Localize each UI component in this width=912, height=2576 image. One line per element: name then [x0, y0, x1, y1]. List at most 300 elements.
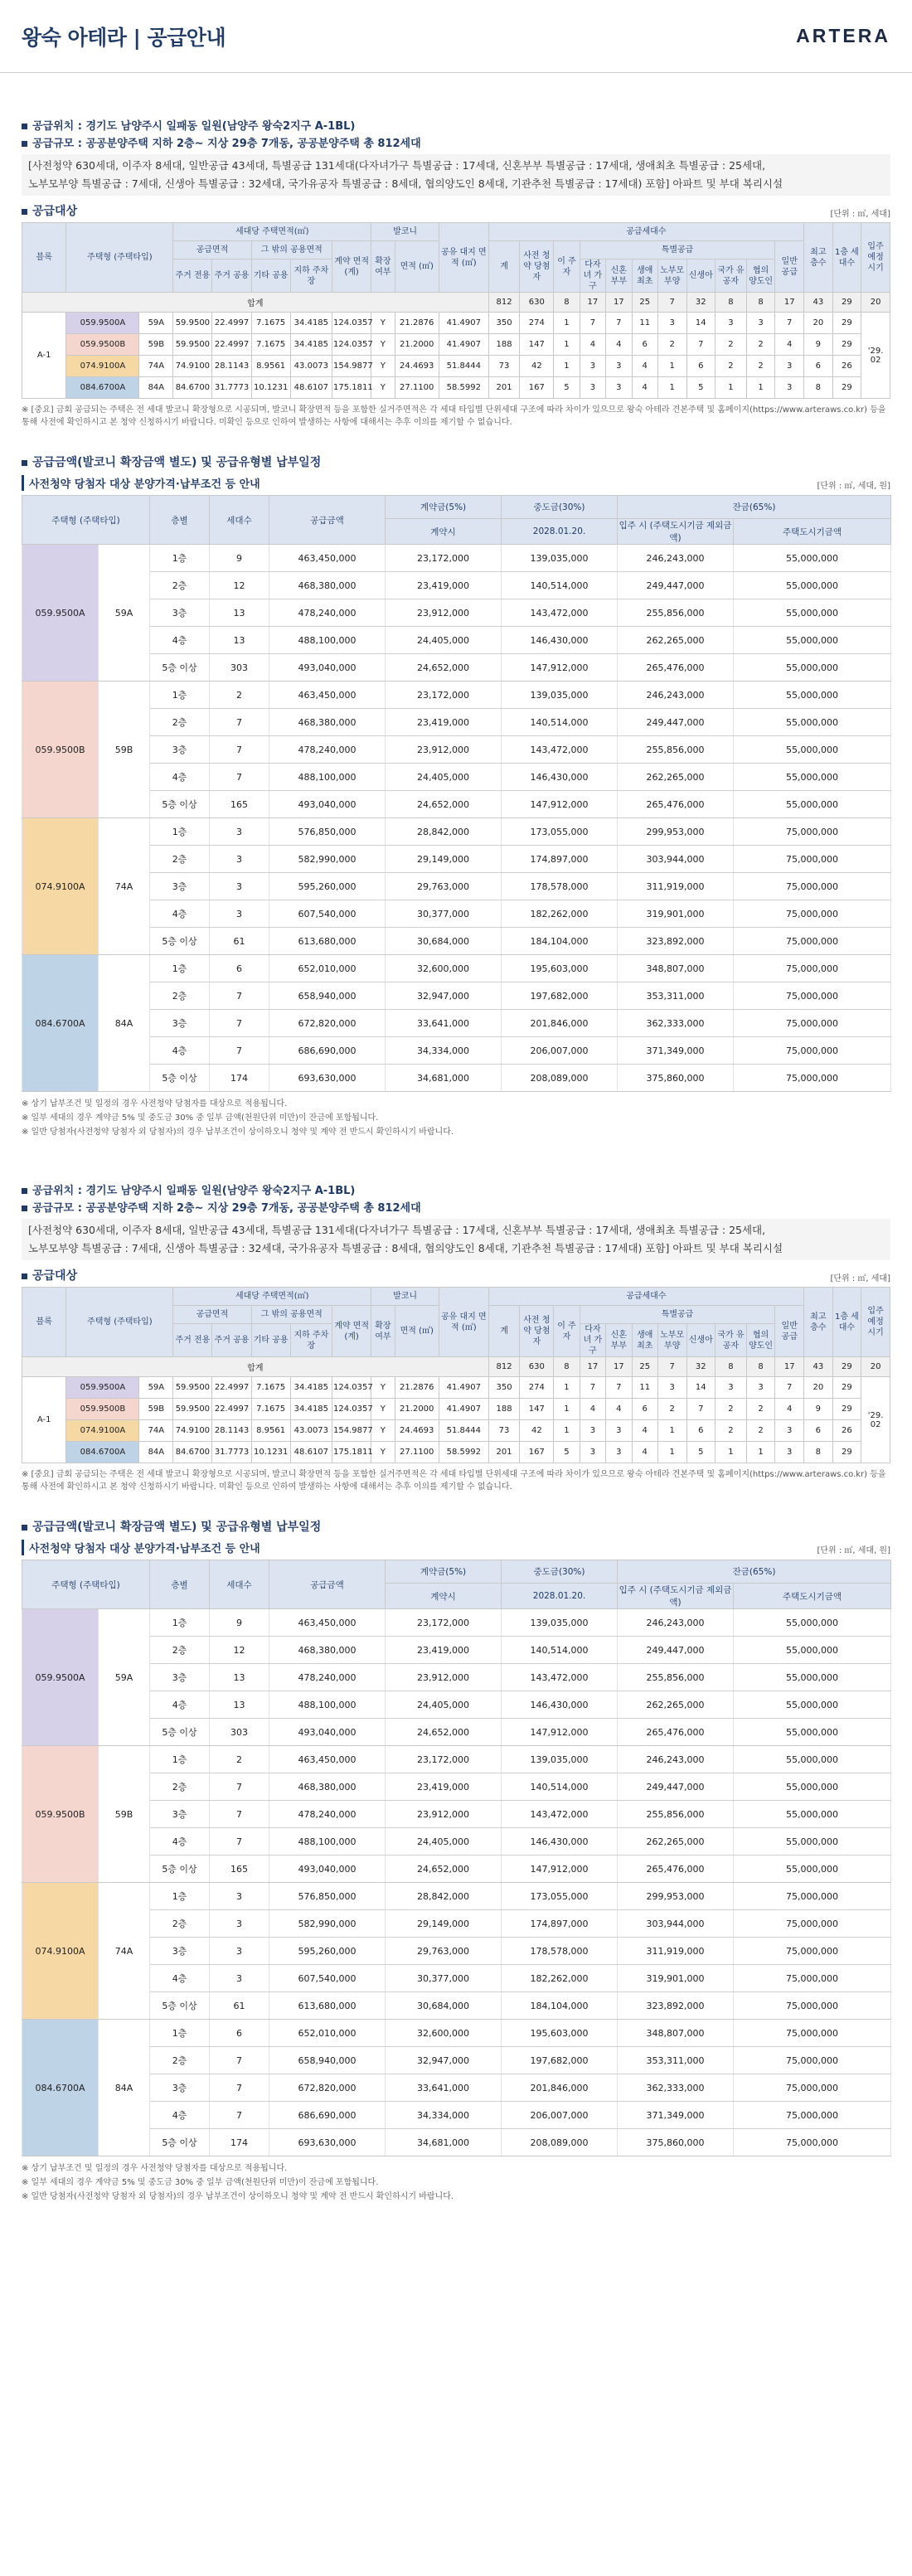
table-cell: 48.6107 [290, 1442, 332, 1463]
table-row [22, 1037, 891, 1065]
table-cell: 75,000,000 [734, 2102, 891, 2129]
table-cell: 55,000,000 [734, 736, 891, 764]
table-cell: 146,430,000 [502, 1691, 618, 1719]
bullet-icon [22, 460, 27, 466]
table-header-cell: 노부모 부양 [657, 260, 686, 293]
table-cell: 6 [210, 955, 269, 982]
table-cell: 2 [716, 1420, 747, 1442]
table-cell: Y [371, 377, 395, 399]
table-cell: 299,953,000 [618, 1883, 734, 1910]
table-cell: 8.9561 [251, 1420, 290, 1442]
table-cell: 146,430,000 [502, 627, 618, 654]
table-cell: 201 [488, 377, 520, 399]
table-cell: 265,476,000 [618, 1719, 734, 1746]
table-row [22, 572, 891, 599]
table-cell: 3 [580, 356, 605, 377]
table-cell: 1층 [150, 818, 210, 846]
table-cell: 29 [832, 293, 861, 313]
table-cell: 147,912,000 [502, 1856, 618, 1883]
table-cell: 262,265,000 [618, 1828, 734, 1856]
table-cell: 140,514,000 [502, 709, 618, 736]
table-cell: 582,990,000 [269, 846, 386, 873]
table-cell: 30,684,000 [386, 1992, 502, 2020]
table-header-cell: 국가 유공자 [716, 260, 747, 293]
table-header-cell: 면적 (㎡) [395, 241, 439, 293]
table-row [22, 736, 891, 764]
table-cell: 693,630,000 [269, 1065, 386, 1092]
supply-scale: 공급규모 : 공공분양주택 지하 2층~ 지상 29층 7개동, 공공분양주택 총 812세대 [22, 1200, 890, 1217]
table-cell: 143,472,000 [502, 736, 618, 764]
table-cell: 29,149,000 [386, 846, 502, 873]
table-cell: 3층 [150, 1664, 210, 1691]
table-cell: 2층 [150, 572, 210, 599]
table-cell: 43 [804, 1357, 833, 1377]
table-cell: 1층 [150, 545, 210, 572]
table-cell: 246,243,000 [618, 1746, 734, 1773]
table-cell: 3 [210, 846, 269, 873]
table-cell: 34.4185 [290, 313, 332, 334]
table-cell: 059.9500B [22, 1746, 99, 1883]
table-header-cell: 입주 시 (주택도시기금 제외금액) [618, 519, 734, 545]
table-cell: 262,265,000 [618, 627, 734, 654]
table-cell: 75,000,000 [734, 955, 891, 982]
table-cell: 582,990,000 [269, 1910, 386, 1938]
table-cell: 2층 [150, 2047, 210, 2074]
table-cell: 478,240,000 [269, 599, 386, 627]
table-header-cell: 확장 여부 [371, 1306, 395, 1357]
table-header-cell: 중도금(30%) [502, 1560, 618, 1584]
table-cell: 188 [488, 1399, 520, 1420]
supply-section [0, 1182, 912, 2204]
table-cell: 147 [520, 1399, 554, 1420]
table-cell: 합계 [22, 293, 489, 313]
table-header-cell: 계 [488, 241, 520, 293]
price-title: 공급금액(발코니 확장금액 별도) 및 공급유형별 납부일정 [22, 1518, 890, 1535]
table-cell: 21.2876 [395, 313, 439, 334]
supply-target-table [22, 222, 890, 399]
table-row [22, 1377, 890, 1399]
table-cell: 265,476,000 [618, 1856, 734, 1883]
table-cell: 2 [657, 1399, 686, 1420]
table-cell: 29 [832, 377, 861, 399]
table-cell: 8 [804, 1442, 833, 1463]
table-cell: 1층 [150, 2020, 210, 2047]
table-cell: 262,265,000 [618, 764, 734, 791]
table-cell: 303,944,000 [618, 846, 734, 873]
table-row [22, 846, 891, 873]
table-cell: 29,763,000 [386, 1938, 502, 1965]
table-cell: 2 [746, 334, 775, 356]
table-cell: 208,089,000 [502, 2129, 618, 2156]
table-cell: 59.9500 [173, 1399, 212, 1420]
table-cell: 2층 [150, 1637, 210, 1664]
table-header-cell: 주택형 (주택타입) [66, 1288, 173, 1357]
table-cell: 28,842,000 [386, 818, 502, 846]
table-cell: 2 [210, 1746, 269, 1773]
table-header-cell: 입주 시 (주택도시기금 제외금액) [618, 1584, 734, 1609]
table-cell: 20 [804, 313, 833, 334]
price-subtitle: 사전청약 당첨자 대상 분양가격·납부조건 등 안내 [22, 475, 260, 491]
table-cell: 139,035,000 [502, 545, 618, 572]
table-cell: 4 [580, 1399, 605, 1420]
table-cell: 1 [554, 313, 580, 334]
table-cell: 147 [520, 334, 554, 356]
table-cell: 7 [210, 709, 269, 736]
table-cell: 143,472,000 [502, 1801, 618, 1828]
table-header-cell: 공급금액 [269, 1560, 386, 1609]
target-unit: [단위 : ㎡, 세대] [830, 1274, 890, 1283]
table-cell: 74A [139, 1420, 173, 1442]
table-cell: 8.9561 [251, 356, 290, 377]
table-row [22, 1801, 891, 1828]
table-cell: 32,947,000 [386, 2047, 502, 2074]
table-cell: 2 [210, 682, 269, 709]
table-header-cell: 특별공급 [580, 241, 775, 260]
table-header-cell: 공유 대지 면적 (㎡) [439, 1288, 488, 1357]
table-cell: 7 [686, 1399, 716, 1420]
table-cell: 299,953,000 [618, 818, 734, 846]
table-cell: 29 [832, 1399, 861, 1420]
table-cell: 43 [804, 293, 833, 313]
table-cell: 55,000,000 [734, 654, 891, 682]
table-cell: 124.0357 [332, 1377, 371, 1399]
table-header-cell: 계약 면적 (계) [332, 1306, 371, 1357]
table-cell: 4 [775, 1399, 804, 1420]
table-cell: 201 [488, 1442, 520, 1463]
table-cell: 154.9877 [332, 356, 371, 377]
table-cell: 311,919,000 [618, 873, 734, 900]
table-cell: 13 [210, 627, 269, 654]
table-cell: 658,940,000 [269, 2047, 386, 2074]
table-header-cell: 주택형 (주택타입) [66, 223, 173, 293]
table-cell: 75,000,000 [734, 982, 891, 1010]
table-cell: 174 [210, 2129, 269, 2156]
table-header-cell: 계약금(5%) [386, 1560, 502, 1584]
table-cell: 20 [861, 293, 890, 313]
table-cell: 3층 [150, 1938, 210, 1965]
table-cell: A-1 [22, 313, 66, 399]
table-cell: 23,912,000 [386, 1664, 502, 1691]
table-cell: 23,419,000 [386, 572, 502, 599]
table-cell: 274 [520, 313, 554, 334]
table-cell: 75,000,000 [734, 1938, 891, 1965]
table-header-cell: 블록 [22, 1288, 66, 1357]
table-cell: 25 [632, 1357, 657, 1377]
table-cell: 2 [657, 334, 686, 356]
price-table [22, 1560, 891, 2156]
price-table [22, 495, 891, 1092]
supply-location: 공급위치 : 경기도 남양주시 일패동 일원(남양주 왕숙2지구 A-1BL) [22, 1182, 890, 1200]
table-cell: 7 [657, 1357, 686, 1377]
table-cell: 26 [832, 1420, 861, 1442]
table-cell: 3 [210, 1965, 269, 1992]
table-cell: 75,000,000 [734, 873, 891, 900]
table-header-cell: 발코니 [371, 1288, 439, 1306]
table-cell: 4 [632, 1442, 657, 1463]
table-cell: 28.1143 [212, 356, 251, 377]
table-cell: 3 [606, 1420, 632, 1442]
table-cell: 13 [210, 1691, 269, 1719]
table-cell: 41.4907 [439, 313, 488, 334]
table-cell: 29 [832, 313, 861, 334]
table-cell: 32 [686, 1357, 716, 1377]
table-cell: 23,172,000 [386, 682, 502, 709]
table-cell: 463,450,000 [269, 1746, 386, 1773]
table-cell: 59A [99, 1609, 150, 1746]
table-cell: 7 [775, 1377, 804, 1399]
table-cell: 686,690,000 [269, 1037, 386, 1065]
table-cell: 140,514,000 [502, 572, 618, 599]
table-cell: 24,405,000 [386, 764, 502, 791]
table-header-cell: 세대당 주택면적(㎡) [173, 223, 371, 241]
table-cell: 32 [686, 293, 716, 313]
table-cell: 4 [606, 334, 632, 356]
table-cell: 323,892,000 [618, 928, 734, 955]
table-cell: 2 [746, 1420, 775, 1442]
table-cell: 7 [686, 334, 716, 356]
table-cell: 74A [99, 1883, 150, 2020]
table-row [22, 1609, 891, 1637]
table-row [22, 2020, 891, 2047]
table-cell: 7 [210, 2074, 269, 2102]
table-cell: 14 [686, 1377, 716, 1399]
table-row [22, 545, 891, 572]
bullet-icon [22, 141, 27, 147]
table-cell: 812 [488, 293, 520, 313]
table-cell: 34,681,000 [386, 1065, 502, 1092]
table-cell: 75,000,000 [734, 900, 891, 928]
table-cell: 812 [488, 1357, 520, 1377]
price-notes: ※ 상기 납부조건 및 일정의 경우 사전청약 당첨자를 대상으로 적용됩니다. ※ 일부 세대의 경우 계약금 5% 및 중도금 30% 중 일부 금액(천원단위 미만)이 잔금에 포함됩니다. ※ 일반 당첨자(사전청약 당첨자 외 당첨자)의 경우 납부조건이 상이하오니 청약 및 계약 전 반드시 확인하시기 바랍니다. [22, 2164, 454, 2201]
table-cell: 613,680,000 [269, 928, 386, 955]
table-header-cell: 1층 세대수 [832, 223, 861, 293]
table-row [22, 818, 891, 846]
table-cell: 29,149,000 [386, 1910, 502, 1938]
table-cell: 5층 이상 [150, 1719, 210, 1746]
table-cell: 1 [657, 1442, 686, 1463]
table-cell: 34.4185 [290, 1399, 332, 1420]
table-header-cell: 주거 전용 [173, 260, 212, 293]
table-cell: 350 [488, 313, 520, 334]
table-cell: 55,000,000 [734, 1828, 891, 1856]
table-header-cell: 일반 공급 [775, 1306, 804, 1357]
table-row [22, 654, 891, 682]
table-cell: 30,377,000 [386, 900, 502, 928]
table-cell: 27.1100 [395, 1442, 439, 1463]
bullet-icon [22, 1206, 27, 1211]
table-cell: 32,600,000 [386, 955, 502, 982]
table-cell: 074.9100A [22, 818, 99, 955]
table-cell: 29,763,000 [386, 873, 502, 900]
table-cell: 8 [716, 293, 747, 313]
table-cell: 353,311,000 [618, 2047, 734, 2074]
table-cell: 29 [832, 334, 861, 356]
table-cell: 576,850,000 [269, 1883, 386, 1910]
table-cell: 9 [804, 1399, 833, 1420]
table-cell: 303 [210, 654, 269, 682]
table-cell: 61 [210, 928, 269, 955]
table-row [22, 2129, 891, 2156]
table-cell: 17 [775, 1357, 804, 1377]
table-cell: 55,000,000 [734, 627, 891, 654]
table-cell: Y [371, 313, 395, 334]
table-cell: 174,897,000 [502, 1910, 618, 1938]
table-cell: 084.6700A [66, 377, 139, 399]
table-cell: 7 [210, 736, 269, 764]
table-cell: 4 [775, 334, 804, 356]
table-cell: 2 [716, 356, 747, 377]
table-cell: 3 [775, 356, 804, 377]
table-row [22, 1910, 891, 1938]
table-cell: 143,472,000 [502, 1664, 618, 1691]
table-cell: 32,600,000 [386, 2020, 502, 2047]
table-cell: 7 [210, 1828, 269, 1856]
table-header-cell: 기타 공용 [251, 260, 290, 293]
table-row [22, 2074, 891, 2102]
table-cell: 5층 이상 [150, 1992, 210, 2020]
table-row [22, 627, 891, 654]
table-cell: Y [371, 1420, 395, 1442]
table-cell: 42 [520, 1420, 554, 1442]
target-title: 공급대상 [22, 1267, 77, 1283]
table-cell: 48.6107 [290, 377, 332, 399]
table-cell: 658,940,000 [269, 982, 386, 1010]
table-cell: 188 [488, 334, 520, 356]
table-cell: 75,000,000 [734, 1883, 891, 1910]
table-cell: 73 [488, 356, 520, 377]
table-cell: 8 [746, 293, 775, 313]
table-header-cell: 층별 [150, 496, 210, 545]
table-cell: 7 [606, 1377, 632, 1399]
table-row [22, 1065, 891, 1092]
table-cell: 4 [580, 334, 605, 356]
table-header-cell: 면적 (㎡) [395, 1306, 439, 1357]
table-cell: 478,240,000 [269, 1664, 386, 1691]
table-cell: 3 [606, 1442, 632, 1463]
table-cell: 206,007,000 [502, 1037, 618, 1065]
table-cell: 6 [686, 1420, 716, 1442]
table-cell: 24,652,000 [386, 791, 502, 818]
table-cell: 84.6700 [173, 377, 212, 399]
table-row [22, 955, 891, 982]
table-cell: 1층 [150, 682, 210, 709]
table-header-cell: 사전 청약 당첨자 [520, 241, 554, 293]
table-cell: 249,447,000 [618, 1773, 734, 1801]
table-cell: 13 [210, 1664, 269, 1691]
table-cell: 059.9500A [22, 1609, 99, 1746]
table-cell: 167 [520, 1442, 554, 1463]
table-row [22, 709, 891, 736]
table-cell: 31.7773 [212, 1442, 251, 1463]
table-cell: 7 [210, 1010, 269, 1037]
table-cell: 23,172,000 [386, 1746, 502, 1773]
bullet-icon [22, 1273, 27, 1279]
table-cell: 154.9877 [332, 1420, 371, 1442]
table-cell: 22.4997 [212, 334, 251, 356]
table-header-cell: 신생아 [686, 1324, 716, 1357]
table-cell: 20 [861, 1357, 890, 1377]
table-cell: 55,000,000 [734, 1609, 891, 1637]
table-cell: 084.6700A [22, 955, 99, 1092]
table-cell: 323,892,000 [618, 1992, 734, 2020]
table-cell: 55,000,000 [734, 1637, 891, 1664]
table-header-cell: 공급면적 [173, 241, 251, 260]
table-cell: 7.1675 [251, 1377, 290, 1399]
table-cell: 17 [606, 293, 632, 313]
table-cell: 178,578,000 [502, 873, 618, 900]
table-cell: 84A [99, 2020, 150, 2156]
table-cell: 55,000,000 [734, 791, 891, 818]
table-cell: 29 [832, 1377, 861, 1399]
table-cell: 2층 [150, 1773, 210, 1801]
table-cell: 27.1100 [395, 377, 439, 399]
table-cell: 7 [775, 313, 804, 334]
table-cell: 6 [632, 334, 657, 356]
table-cell: 265,476,000 [618, 791, 734, 818]
table-cell: 139,035,000 [502, 1609, 618, 1637]
table-cell: 7 [210, 2102, 269, 2129]
table-cell: 1 [746, 1442, 775, 1463]
table-cell: 2 [716, 334, 747, 356]
table-cell: 488,100,000 [269, 764, 386, 791]
table-cell: 74.9100 [173, 1420, 212, 1442]
table-row [22, 377, 890, 399]
table-header-cell: 계약시 [386, 1584, 502, 1609]
table-cell: 8 [804, 377, 833, 399]
table-cell: 3 [746, 313, 775, 334]
target-title: 공급대상 [22, 202, 77, 219]
table-cell: 672,820,000 [269, 1010, 386, 1037]
table-cell: 6 [632, 1399, 657, 1420]
table-cell: 12 [210, 572, 269, 599]
table-cell: 34.4185 [290, 1377, 332, 1399]
table-cell: 686,690,000 [269, 2102, 386, 2129]
table-row [22, 1691, 891, 1719]
table-cell: 55,000,000 [734, 1773, 891, 1801]
table-cell: 3 [657, 1377, 686, 1399]
table-row [22, 1938, 891, 1965]
table-cell: 84A [139, 1442, 173, 1463]
table-cell: 5 [686, 1442, 716, 1463]
table-cell: 2층 [150, 982, 210, 1010]
table-row [22, 1773, 891, 1801]
supply-scale: 공급규모 : 공공분양주택 지하 2층~ 지상 29층 7개동, 공공분양주택 총 812세대 [22, 135, 890, 153]
table-cell: 5층 이상 [150, 654, 210, 682]
table-cell: 55,000,000 [734, 764, 891, 791]
table-cell: 3 [716, 313, 747, 334]
table-cell: 182,262,000 [502, 1965, 618, 1992]
table-cell: 55,000,000 [734, 709, 891, 736]
table-cell: 201,846,000 [502, 1010, 618, 1037]
table-cell: 59B [99, 682, 150, 818]
target-note: ※ [중요] 금회 공급되는 주택은 전 세대 발코니 확장형으로 시공되며, 발코니 확장면적 등을 포함한 실거주면적은 각 세대 타입별 단위세대 구조에 따라 차이가 있으므로 왕숙 아테라 견본주택 및 홈페이지(https://www.arteraws.co.kr) 등을 통해 사전에 확인하시고 본 청약 신청하시기 바랍니다. 미확인 등으로 인하여 발생하는 사항에 대해서는 추후 이의를 제기할 수 없습니다. [22, 1470, 886, 1492]
table-cell: 75,000,000 [734, 846, 891, 873]
table-cell: 23,912,000 [386, 736, 502, 764]
table-cell: 174,897,000 [502, 846, 618, 873]
table-cell: 059.9500B [66, 334, 139, 356]
target-unit: [단위 : ㎡, 세대] [830, 210, 890, 219]
table-header-cell: 주택형 (주택타입) [22, 1560, 150, 1609]
table-header-cell: 주거 공용 [212, 260, 251, 293]
table-cell: 31.7773 [212, 377, 251, 399]
table-cell: 059.9500B [66, 1399, 139, 1420]
table-cell: 206,007,000 [502, 2102, 618, 2129]
table-cell: 255,856,000 [618, 1801, 734, 1828]
table-cell: 7 [210, 982, 269, 1010]
table-cell: 3 [606, 356, 632, 377]
table-cell: Y [371, 334, 395, 356]
table-cell: 478,240,000 [269, 736, 386, 764]
